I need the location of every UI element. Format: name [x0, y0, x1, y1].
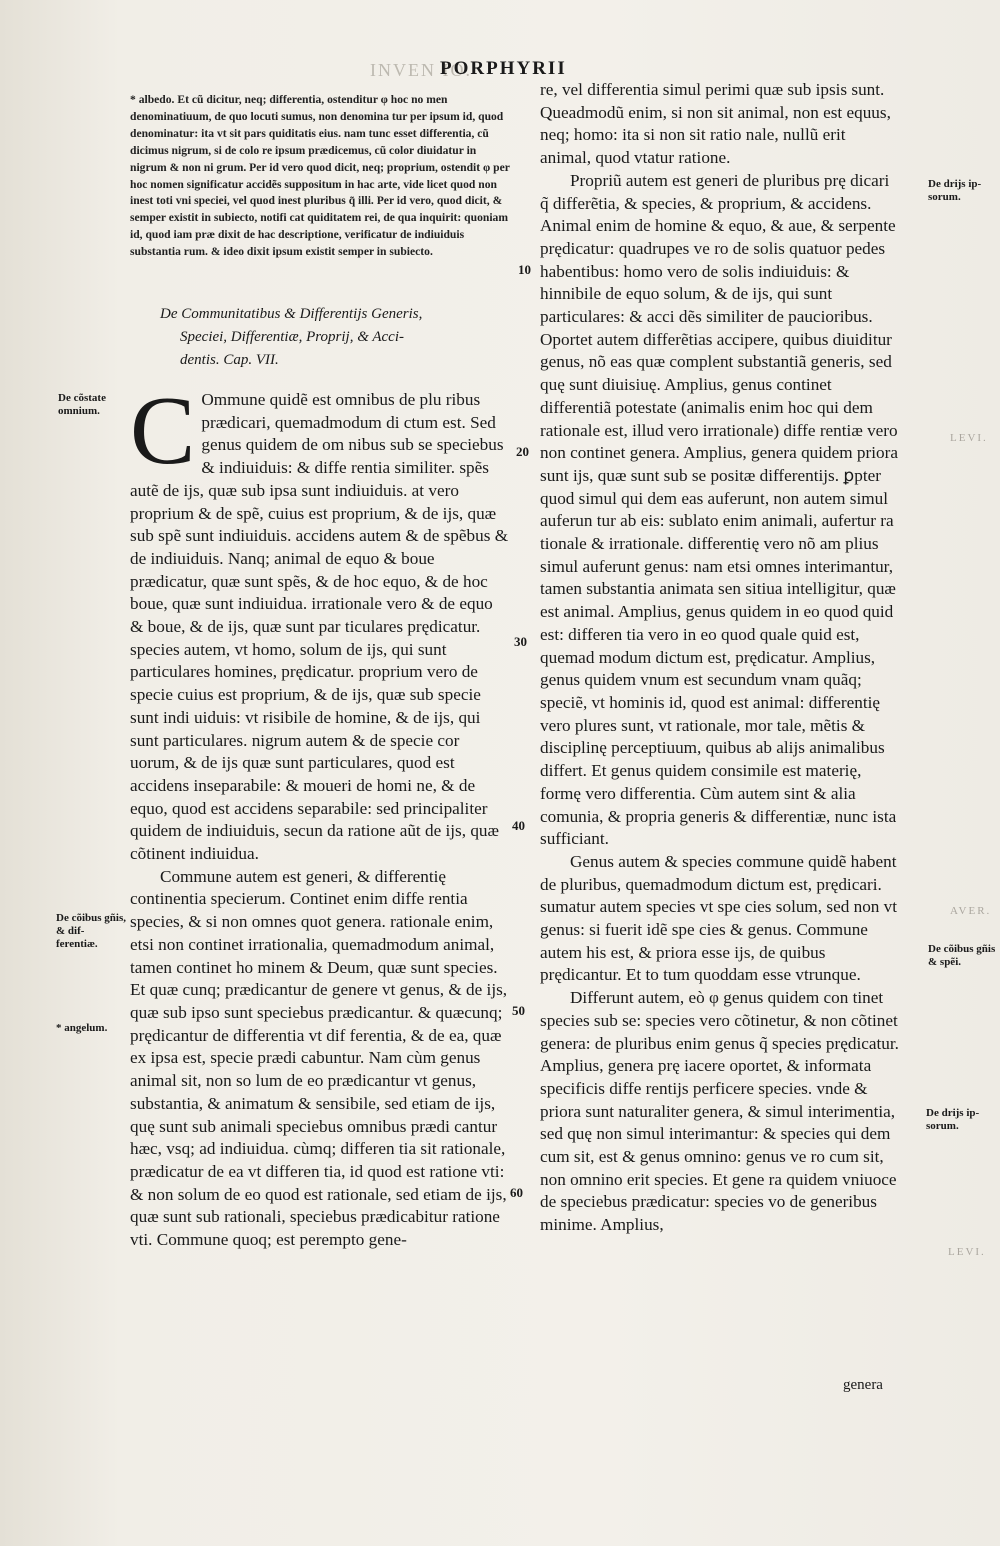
line-number: 40	[512, 818, 525, 833]
bleed-through-mark: AVER.	[950, 905, 992, 917]
paragraph: Genus autem & species commune quidẽ habent de pluribus, quemadmodum dictum est, prędicari. sumatur autem species vt spe cies solum, sed non vt genus: si fuerit idẽ spe cies & genus. Commune autem his est, & priora esse ijs, de quibus prędicantur. Et to tum quoddam esse vtrunque.	[540, 851, 898, 985]
bleed-through-mark: LEVI.	[948, 1246, 986, 1258]
paragraph: Propriũ autem est generi de pluribus prę dicari q̃ differẽtia, & species, & proprium, & accidens. Animal enim de homine & equo, & aue, & serpente prędicatur: quadrupes ve ro de solis quatuor pedes habentibus: homo vero de solis indiuiduis: & hinnibile de equo solum, & de ijs, qui sunt particulares: & acci dẽs similiter de paucioribus. Oportet autem differẽtias accipere, quibus diuiditur genus, nõ eas quæ complent substantiã generis, sed quę sunt diuisiuę. Amplius, genus continet differentiã potestate (animalis enim hoc qui dem rationale est, illud vero irrationale) diffe rentiæ vero non continet genera. Amplius, genera quidem priora sunt ijs, quæ sunt sub se positæ differentijs. ꝑpter quod simul qui dem eas auferunt, non autem simul auferun tur ab eis: sublato enim animali, aufertur ra tionale & irrationale. differentię vero nõ am plius simul auferunt genus: nam etsi omnes interimantur, tamen substantia animata sen sitiua intelligitur, quæ est animal. Amplius, genus quidem in eo quod quid est: differen tia vero in eo quod quale quid est, quemad modum dictum est, prędicatur. Amplius, genus quidem vnum est secundum vnam quãq; speciẽ, vt hominis id, quod est animal: differentię vero plures sunt, vt rationale, mor tale, mẽtis & disciplinę perceptiuum, quibus ab alijs animalibus differt. Et genus quidem consimile est materię, formę vero differentia. Cùm autem sint & alia comunia, & propria generis & differentiæ, nunc ista sufficiant.	[540, 170, 898, 849]
margin-note: De cõibus gñis & spẽi.	[928, 943, 996, 968]
bleed-through-mark: LEVI.	[950, 432, 988, 444]
margin-note: De drijs ip- sorum.	[926, 1107, 980, 1132]
margin-note: De cõstate omnium.	[58, 392, 106, 417]
paragraph: Differunt autem, eò φ genus quidem con tinet species sub se: species vero cõtinetur, & non cõtinet genera: de pluribus enim genus q̃ species prędicatur. Amplius, genera prę iacere oportet, & informata specificis diffe rentijs perficere species. vnde & priora sunt naturaliter genera, & simul interimentia, sed quę non simul interimantur: & species qui dem cum sit, est & genus omnino: genus ve ro cum sit, non omnino erit species. Et gene ra quidem vniuoce de speciebus prædicatur: species vo de generibus minime. Amplius,	[540, 988, 899, 1235]
paragraph: re, vel differentia simul perimi quæ sub ipsis sunt. Queadmodũ enim, si non sit animal, non est equus, neq; homo: ita si non sit ratio nale, nullũ erit animal, quod vtatur ratione.	[540, 80, 891, 168]
commentary-block	[130, 92, 510, 261]
margin-note: * angelum.	[56, 1022, 108, 1034]
paragraph: Commune autem est generi, & differentię continentia specierum. Continet enim diffe rentia species, & si non omnes quot genera. rationale enim, etsi non continet irrationalia, quemadmodum animal, tamen continet ho minem & Deum, quæ sunt species. Et quæ cunq; prædicantur de genere vt genus, & de ijs, quæ sub ipso sunt speciebus prædicantur. & quæcunq; prędicantur de differentia vt dif ferentia, & de ea, quæ ex ipsa est, specie prædi cabuntur. Nam cùm genus animal sit, non so lum de eo prædicantur vt genus, substantia, & animatum & sensibile, sed etiam de ijs, quę sunt sub animali speciebus omnibus prædi cantur hæc, vsq; ad indiuidua. cùmq; differen tia sit rationale, prædicatur de ea vt differen tia, id quod est ratione vti: & non solum de eo quod est rationale, sed etiam de ijs, quæ sunt sub rationali, speciebus prædicabitur ratione vti. Commune quoq; est perempto gene-	[130, 866, 508, 1250]
line-number: 50	[512, 1003, 525, 1018]
margin-note: De drijs ip- sorum.	[928, 178, 982, 203]
drop-cap: C	[130, 377, 196, 485]
bleed-through-heading: INVEN IO.	[370, 60, 472, 80]
line-number: 20	[516, 444, 529, 459]
margin-note: De cõibus gñis, & dif- ferentiæ.	[56, 912, 126, 950]
chapter-title-line-2: Speciei, Differentiæ, Proprij, & Acci-	[180, 329, 404, 345]
paragraph-text: Ommune quidẽ est omnibus de plu ribus prædicari, quemadmodum di ctum est. Sed genus quidem de om nibus sub se speciebus & indiuiduis: & diffe rentia similiter. spẽs autẽ de ijs, quæ sub ipsa sunt indiuiduis. at vero proprium & de spẽ, cuius est proprium, & de ijs, quæ sub spẽ sunt indiuiduis. accidens autem & de spẽbus & de indiuiduis. Nanq; animal de equo & boue prædicatur, quæ sunt spẽs, & de hoc equo, & de hoc boue, quæ sunt indiuidua. irrationale vero & de equo & boue, & de ijs, quæ sunt par ticulares prędicatur. species autem, vt homo, solum de ijs, qui sunt particulares homines, prędicatur. proprium vero de specie cuius est proprium, & de ijs, quæ sub specie sunt indi uiduis: vt risibile de homine, & de ijs, qui sunt particulares. nigrum autem & de specie cor uorum, & de ijs quæ sunt particulares, quod est accidens inseparabile: & moueri de homi ne, & de equo, quod est accidens separabile: sed principaliter quidem de indiuiduis, secun da ratione aũt de ijs, quæ cõtinent indiuidua.	[130, 390, 509, 864]
commentary-text: * albedo. Et cũ dicitur, neq; differentia, ostenditur φ hoc no men denominatiuum, de quo locuti sumus, non denomina tur per ipsum id, quod denominatur: ita vt sit pars quiditatis eius. nam tunc esset differentia, cũ dicimus nigrum, si de colo re ipsum prædicemus, cũ color diuidatur in nigrum & non ni grum. Per id vero quod dicit, neq; proprium, ostendit φ per hoc nomen significatur accidẽs suppositum in hac arte, vide licet quod non inest toti vni speciei, vel quod inest pluribus q̃ illi. Per id vero, quod dicit, & semper existit in subiecto, notifi cat quiditatem rei, de qua inquirit: quoniam id, quod iam præ dixit de hac descriptione, verificatur de indiuiduis substantia rum. & ideo dixit ipsum existit semper in subiecto.	[130, 93, 510, 259]
line-number: 60	[510, 1185, 523, 1200]
chapter-title-line-3: dentis. Cap. VII.	[180, 352, 279, 368]
right-text-column	[540, 79, 900, 1237]
chapter-title	[160, 303, 510, 372]
line-number: 10	[518, 262, 531, 277]
catchword: genera	[843, 1377, 883, 1393]
line-number: 30	[514, 634, 527, 649]
paragraph	[130, 377, 510, 866]
running-head: PORPHYRII	[440, 58, 567, 79]
chapter-title-line-1: De Communitatibus & Differentijs Generis,	[160, 306, 423, 322]
left-text-column	[130, 377, 510, 1252]
